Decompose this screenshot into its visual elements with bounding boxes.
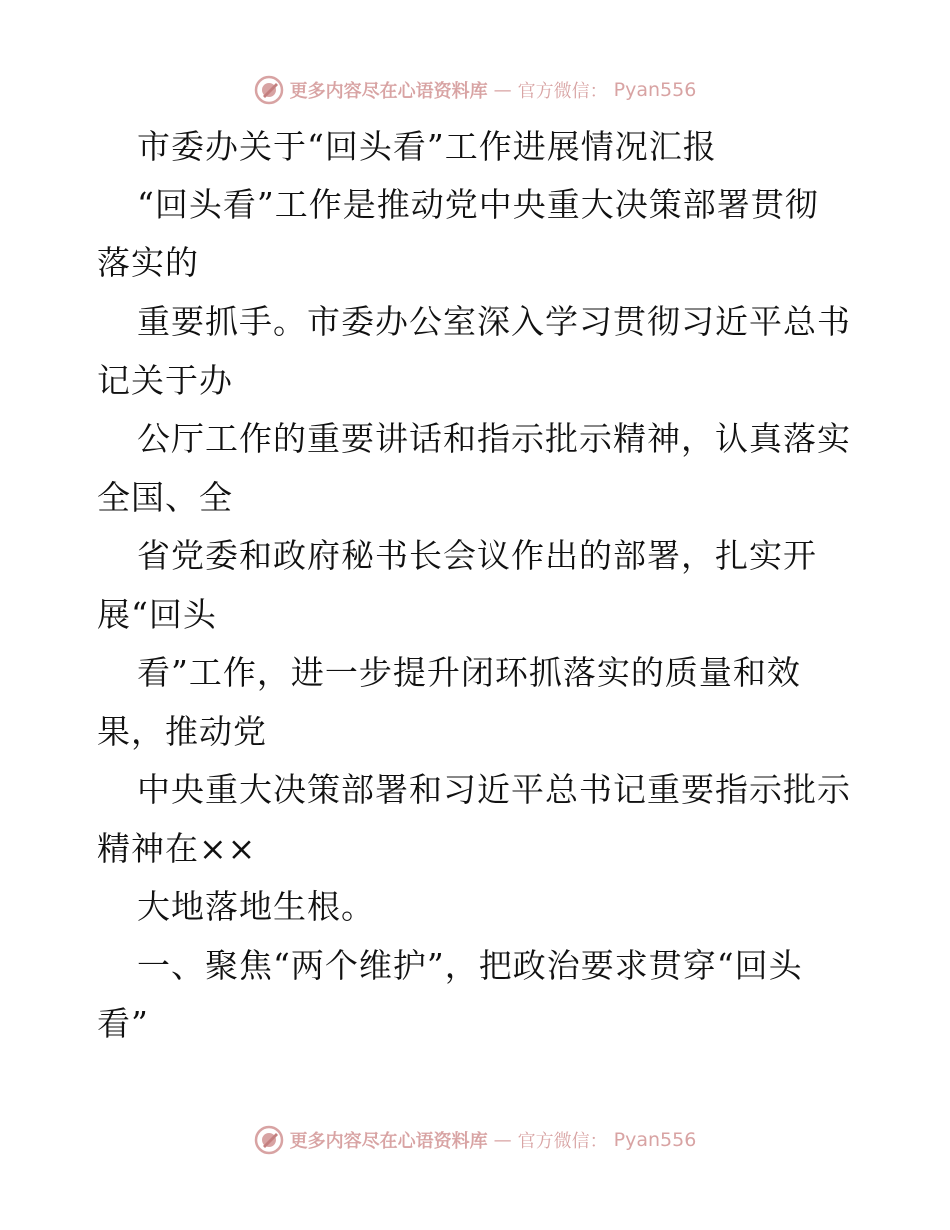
footer-watermark-banner: [0, 1120, 950, 1160]
paragraph-line: 全国、全: [97, 478, 233, 517]
paragraph-line: 公厅工作的重要讲话和指示批示精神，认真落实: [137, 419, 851, 458]
paragraph-line: 大地落地生根。: [137, 887, 375, 926]
paragraph-line: 落实的: [97, 243, 199, 282]
section-heading-continuation: 看”: [97, 1004, 149, 1043]
banner-site-text: 更多内容尽在心语资料库: [289, 81, 488, 102]
document-title: 市委办关于“回头看”工作进展情况汇报: [137, 127, 717, 166]
paragraph-line: 看”工作，进一步提升闭环抓落实的质量和效: [137, 653, 801, 692]
banner-site-text: 更多内容尽在心语资料库: [289, 1131, 488, 1152]
paragraph-line: 省党委和政府秘书长会议作出的部署，扎实开: [137, 536, 817, 575]
banner-wechat-id: Pyan556: [613, 1129, 697, 1151]
banner-wechat-id: Pyan556: [613, 79, 697, 101]
banner-wechat-label: 官方微信：: [517, 1131, 608, 1152]
paragraph-line: 中央重大决策部署和习近平总书记重要指示批示: [137, 770, 851, 809]
paragraph-line: “回头看”工作是推动党中央重大决策部署贯彻: [137, 185, 819, 224]
paragraph-line: 果，推动党: [97, 712, 267, 751]
paragraph-line: 展“回头: [97, 595, 217, 634]
section-heading: 一、聚焦“两个维护”，把政治要求贯穿“回头: [137, 946, 803, 985]
pen-logo-icon: [254, 1125, 284, 1155]
banner-dash: —: [493, 79, 512, 101]
paragraph-line: 记关于办: [97, 361, 233, 400]
banner-dash: —: [493, 1129, 512, 1151]
paragraph-line: 重要抓手。市委办公室深入学习贯彻习近平总书: [137, 302, 851, 341]
header-watermark-banner: [0, 70, 950, 110]
paragraph-line: 精神在××: [97, 829, 257, 868]
pen-logo-icon: [254, 75, 284, 105]
banner-wechat-label: 官方微信：: [517, 81, 608, 102]
